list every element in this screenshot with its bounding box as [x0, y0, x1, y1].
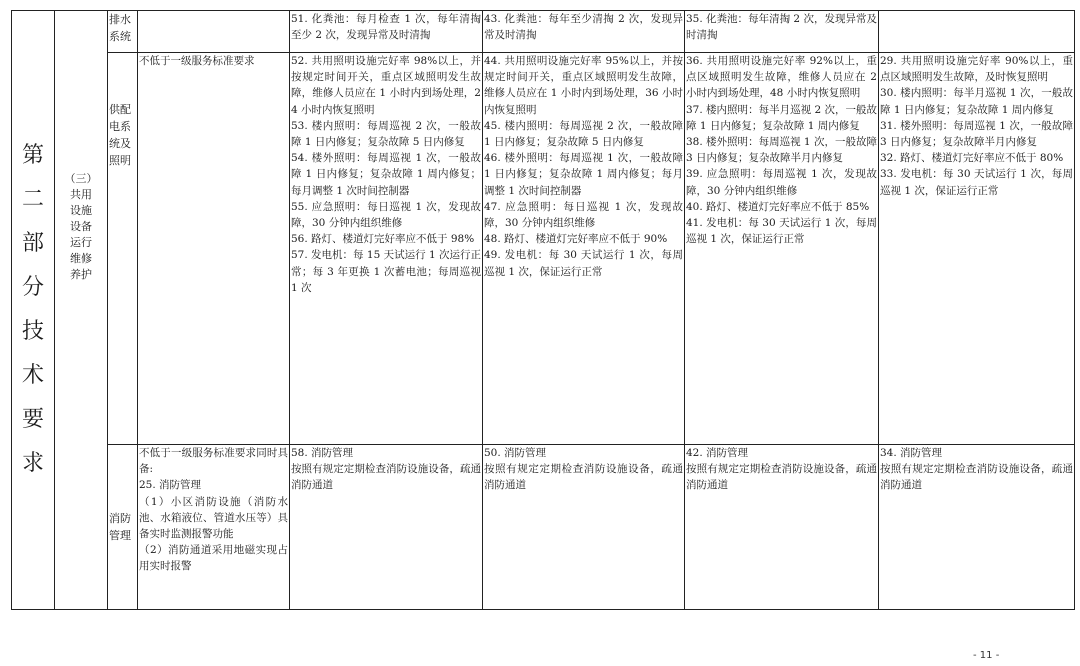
category-line: 运行	[70, 236, 92, 249]
clause-text: 37. 楼内照明：每半月巡视 2 次，一般故障 1 日内修复；复杂故障 1 周内修复	[686, 103, 877, 132]
category-line: 共用	[70, 188, 92, 201]
category-line: 维修	[70, 252, 92, 265]
clause-text: 40. 路灯、楼道灯完好率应不低于 85%	[686, 200, 870, 213]
part-title-char: 要	[21, 407, 44, 432]
clause-text: 55. 应急照明：每日巡视 1 次，发现故障，30 分钟内组织维修	[291, 200, 481, 230]
level4-drainage	[879, 11, 1075, 53]
part-title-char: 技	[21, 319, 44, 344]
subsystem-drainage: 排水系统	[108, 11, 138, 53]
clause-text: 按照有规定定期检查消防设施设备，疏通消防通道	[686, 463, 877, 492]
clause-text: 34. 消防管理	[880, 447, 943, 459]
part-title-char: 求	[21, 451, 44, 476]
clause-text: 按照有规定定期检查消防设施设备，疏通消防通道	[880, 463, 1073, 492]
clause-text: 32. 路灯、楼道灯完好率应不低于 80%	[880, 152, 1064, 165]
level2-fire	[483, 445, 685, 610]
clause-text: 不低于一级服务标准要求同时具备:	[139, 447, 288, 476]
part-title-char: 二	[21, 187, 44, 212]
category-line: 养护	[70, 268, 92, 281]
level3-fire	[685, 445, 879, 610]
subsystem-fire: 消防管理	[108, 445, 138, 610]
clause-text: 按照有规定定期检查消防设施设备，疏通消防通道	[291, 463, 481, 492]
category-line: （三）	[64, 172, 98, 185]
clause-text: 42. 消防管理	[686, 447, 749, 459]
clause-text: 30. 楼内照明：每半月巡视 1 次，一般故障 1 日内修复；复杂故障 1 周内修复	[880, 87, 1073, 116]
clause-text: 45. 楼内照明：每周巡视 2 次，一般故障 1 日内修复；复杂故障 5 日内修复	[484, 119, 683, 149]
level3-drainage: 35. 化粪池：每年清掏 2 次，发现异常及时清掏	[685, 11, 879, 53]
part-title-char: 第	[21, 143, 44, 168]
row-drainage	[12, 11, 1075, 53]
clause-text: 54. 楼外照明：每周巡视 1 次，一般故障 1 日内修复；复杂故障 1 周内修复；每月调整 1 次时间控制器	[291, 152, 481, 197]
level1-fire	[290, 445, 483, 610]
clause-text: 按照有规定定期检查消防设施设备，疏通消防通道	[484, 463, 683, 492]
clause-text: 48. 路灯、楼道灯完好率应不低于 90%	[484, 233, 668, 246]
clause-text: 46. 楼外照明：每周巡视 1 次，一般故障 1 日内修复；复杂故障 1 周内修复；每月调整 1 次时间控制器	[484, 152, 683, 197]
row-power-lighting	[12, 53, 1075, 445]
standard-fire	[138, 445, 290, 610]
part-title-char: 术	[21, 363, 44, 388]
clause-text: 53. 楼内照明：每周巡视 2 次，一般故障 1 日内修复；复杂故障 5 日内修复	[291, 119, 481, 149]
clause-text: 58. 消防管理	[291, 447, 354, 459]
standard-drainage	[138, 11, 290, 53]
clause-text: 52. 共用照明设施完好率 98%以上，并按规定时间开关，重点区域照明发生故障，维修人员应在 1 小时内到场处理，24 小时内恢复照明	[291, 55, 481, 116]
clause-text: 47. 应急照明：每日巡视 1 次，发现故障，30 分钟内组织维修	[484, 200, 683, 230]
clause-text: 57. 发电机：每 15 天试运行 1 次运行正常；每 3 年更换 1 次蓄电池；每周巡视 1 次	[291, 249, 481, 294]
page-number: - 11 -	[973, 650, 1000, 661]
level1-power-lighting	[290, 53, 483, 445]
clause-text: 50. 消防管理	[484, 447, 547, 459]
category-line: 设施	[70, 204, 92, 217]
part-title-char: 部	[21, 231, 44, 256]
clause-text: 41. 发电机：每 30 天试运行 1 次，每周巡视 1 次，保证运行正常	[686, 217, 877, 246]
clause-text: 31. 楼外照明：每周巡视 1 次，一般故障 3 日内修复；复杂故障半月内修复	[880, 119, 1073, 149]
clause-text: 29. 共用照明设施完好率 90%以上，重点区域照明发生故障，及时恢复照明	[880, 55, 1073, 84]
clause-text: 56. 路灯、楼道灯完好率应不低于 98%	[291, 233, 475, 246]
clause-text: 44. 共用照明设施完好率 95%以上，并按规定时间开关，重点区域照明发生故障，维修人员应在 1 小时内到场处理，36 小时内恢复照明	[484, 55, 683, 116]
clause-text: 36. 共用照明设施完好率 92%以上，重点区域照明发生故障，维修人员应在 2 小时内到场处理，48 小时内恢复照明	[686, 55, 877, 100]
spec-table	[11, 10, 1075, 610]
standard-power-lighting: 不低于一级服务标准要求	[138, 53, 290, 445]
clause-text: （1）小区消防设施（消防水池、水箱液位、管道水压等）具备实时监测报警功能	[139, 495, 288, 541]
row-fire	[12, 445, 1075, 610]
level4-fire	[879, 445, 1075, 610]
clause-text: 25. 消防管理	[139, 479, 202, 492]
level2-power-lighting	[483, 53, 685, 445]
part-title	[12, 11, 55, 610]
category-line: 设备	[70, 220, 92, 233]
clause-text: 49. 发电机：每 30 天试运行 1 次，每周巡视 1 次，保证运行正常	[484, 249, 683, 278]
level2-drainage: 43. 化粪池：每年至少清掏 2 次，发现异常及时清掏	[483, 11, 685, 53]
level1-drainage: 51. 化粪池：每月检查 1 次，每年清掏至少 2 次，发现异常及时清掏	[290, 11, 483, 53]
level3-power-lighting	[685, 53, 879, 445]
category-cell	[55, 11, 108, 610]
clause-text: 38. 楼外照明：每周巡视 1 次，一般故障 3 日内修复；复杂故障半月内修复	[686, 136, 877, 165]
level4-power-lighting	[879, 53, 1075, 445]
clause-text: 39. 应急照明：每周巡视 1 次，发现故障，30 分钟内组织维修	[686, 168, 877, 197]
clause-text: （2）消防通道采用地磁实现占用实时报警	[139, 544, 288, 573]
subsystem-power-lighting: 供配电系统及照明	[108, 53, 138, 445]
clause-text: 33. 发电机：每 30 天试运行 1 次，每周巡视 1 次，保证运行正常	[880, 168, 1073, 197]
part-title-char: 分	[21, 275, 44, 300]
